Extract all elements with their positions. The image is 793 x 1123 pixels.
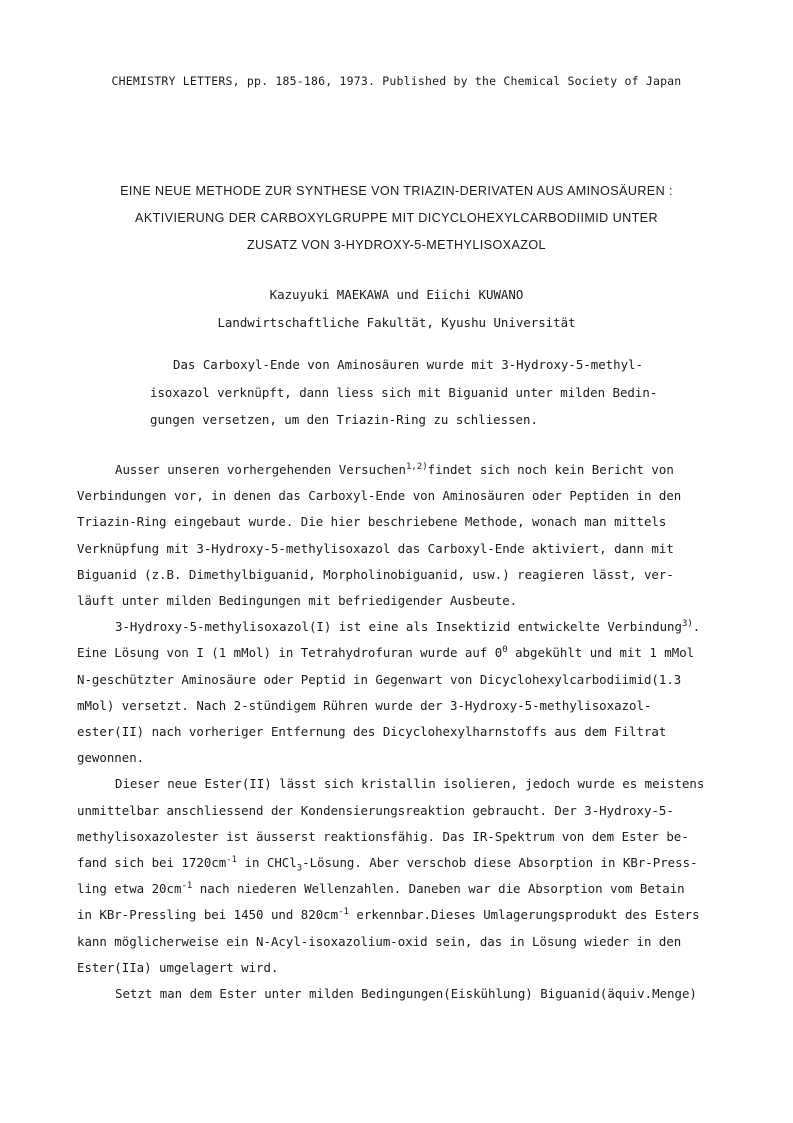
title-line-1: EINE NEUE METHODE ZUR SYNTHESE VON TRIAZIN-DERIVATEN AUS AMINOSÄUREN :	[120, 184, 673, 198]
text-run: .	[692, 619, 701, 635]
body-text	[77, 457, 717, 1007]
body-line	[77, 614, 717, 640]
text-run: findet sich noch kein Bericht von	[427, 462, 674, 477]
author-names: Kazuyuki MAEKAWA und Eiichi KUWANO	[269, 287, 524, 302]
body-line: Ester(IIa) umgelagert wird.	[77, 959, 279, 975]
citation-superscript: 3)	[681, 619, 693, 630]
text-run: erkennbar.Dieses Umlagerungsprodukt des Esters	[348, 907, 700, 923]
body-line: Triazin-Ring eingebaut wurde. Die hier beschriebene Methode, wonach man mittels	[77, 514, 667, 530]
abstract	[150, 351, 670, 434]
body-line: Verbindungen vor, in denen das Carboxyl-Ende von Aminosäuren oder Peptiden in den	[77, 488, 682, 504]
body-line: gewonnen.	[77, 750, 145, 766]
text-run: 3-Hydroxy-5-methylisoxazol(I) ist eine als Insektizid entwickelte Verbindung	[115, 619, 682, 635]
text-run: nach niederen Wellenzahlen. Daneben war die Absorption vom Betain	[192, 881, 685, 897]
unit-superscript: -1	[226, 854, 238, 865]
body-line: läuft unter milden Bedingungen mit befriedigender Ausbeute.	[77, 593, 518, 609]
body-line: Dieser neue Ester(II) lässt sich kristallin isolieren, jedoch wurde es meistens	[115, 776, 705, 792]
body-line: N-geschützter Aminosäure oder Peptid in Gegenwart von Dicyclohexylcarbodiimid(1.3	[77, 671, 682, 687]
text-run: Eine Lösung von I (1 mMol) in Tetrahydrofuran wurde auf 0	[77, 645, 503, 661]
body-line	[77, 902, 717, 928]
text-run: in CHCl	[237, 855, 297, 871]
formula-subscript: 3	[296, 863, 303, 874]
article-title	[0, 178, 793, 259]
journal-header: CHEMISTRY LETTERS, pp. 185-186, 1973. Published by the Chemical Society of Japan	[111, 74, 682, 88]
text-run: Ausser unseren vorhergehenden Versuchen	[115, 462, 406, 477]
unit-superscript: -1	[181, 881, 193, 892]
author-affiliation: Landwirtschaftliche Fakultät, Kyushu Universität	[217, 315, 576, 330]
body-line: Biguanid (z.B. Dimethylbiguanid, Morpholinobiguanid, usw.) reagieren lässt, ver-	[77, 566, 674, 582]
unit-superscript: -1	[338, 907, 349, 918]
body-line: kann möglicherweise ein N-Acyl-isoxazolium-oxid sein, das in Lösung wieder in den	[77, 933, 682, 949]
body-line	[77, 876, 717, 902]
author-block	[0, 281, 793, 337]
body-line	[77, 850, 717, 876]
text-run: ling etwa 20cm	[77, 881, 182, 897]
abstract-line: gungen versetzen, um den Triazin-Ring zu schliessen.	[150, 412, 538, 427]
body-line: Verknüpfung mit 3-Hydroxy-5-methylisoxazol das Carboxyl-Ende aktiviert, dann mit	[77, 540, 674, 556]
abstract-line: isoxazol verknüpft, dann liess sich mit Biguanid unter milden Bedin-	[150, 384, 658, 400]
body-line: unmittelbar anschliessend der Kondensierungsreaktion gebraucht. Der 3-Hydroxy-5-	[77, 802, 674, 818]
text-run: abgekühlt und mit 1 mMol	[507, 645, 695, 661]
title-line-3: ZUSATZ VON 3-HYDROXY-5-METHYLISOXAZOL	[247, 238, 546, 252]
body-line	[77, 640, 717, 666]
citation-superscript: 1,2)	[405, 461, 428, 472]
text-run: -Lösung. Aber verschob diese Absorption in KBr-Press-	[302, 855, 698, 871]
text-run: in KBr-Pressling bei 1450 und 820cm	[77, 907, 339, 923]
degree-superscript: 0	[502, 645, 508, 656]
body-line: mMol) versetzt. Nach 2-stündigem Rühren wurde der 3-Hydroxy-5-methylisoxazol-	[77, 697, 652, 713]
abstract-line: Das Carboxyl-Ende von Aminosäuren wurde mit 3-Hydroxy-5-methyl-	[173, 357, 643, 372]
title-line-2: AKTIVIERUNG DER CARBOXYLGRUPPE MIT DICYCLOHEXYLCARBODIIMID UNTER	[135, 211, 658, 225]
body-line: ester(II) nach vorheriger Entfernung des Dicyclohexylharnstoffs aus dem Filtrat	[77, 724, 667, 740]
text-run: fand sich bei 1720cm	[77, 855, 227, 871]
body-line	[77, 457, 717, 483]
body-line: Setzt man dem Ester unter milden Bedingungen(Eiskühlung) Biguanid(äquiv.Menge)	[115, 986, 697, 1002]
body-line: methylisoxazolester ist äusserst reaktionsfähig. Das IR-Spektrum von dem Ester be-	[77, 828, 689, 844]
